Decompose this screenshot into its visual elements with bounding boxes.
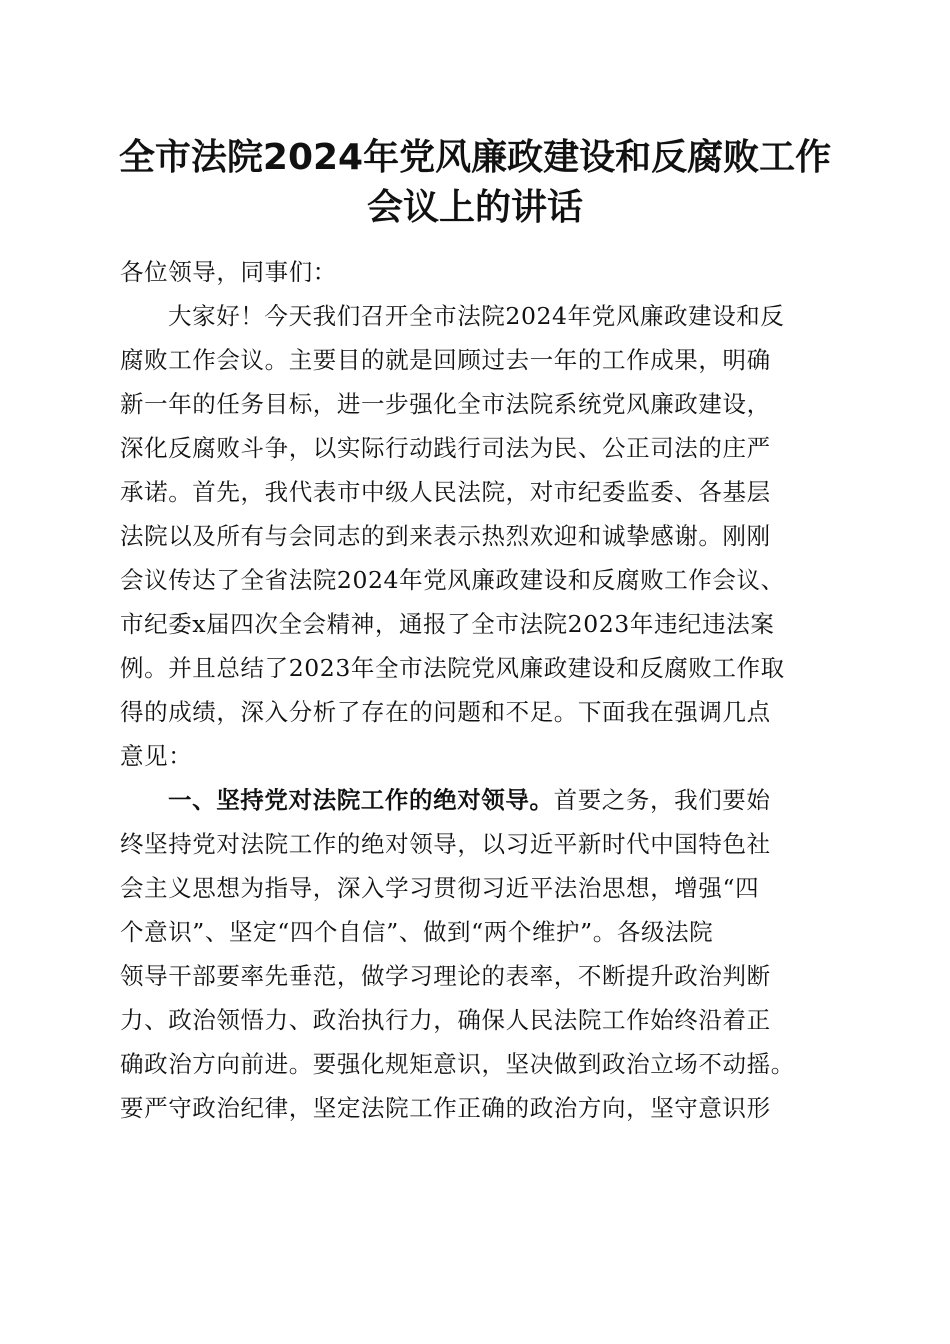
section-heading-line: [120, 778, 832, 822]
paragraph-line: 领导干部要率先垂范，做学习理论的表率，不断提升政治判断: [120, 962, 771, 990]
paragraph-line: 个意识”、坚定“四个自信”、做到“两个维护”。各级法院: [120, 918, 714, 946]
document-body: [120, 250, 832, 1130]
title-line: 会议上的讲话: [366, 187, 583, 228]
paragraph-line: 法院以及所有与会同志的到来表示热烈欢迎和诚挚感谢。刚刚: [120, 522, 771, 550]
salutation: 各位领导，同事们：: [120, 258, 337, 286]
paragraph-line: 大家好！今天我们召开全市法院2024年党风廉政建设和反: [168, 302, 785, 330]
paragraph-line: 得的成绩，深入分析了存在的问题和不足。下面我在强调几点: [120, 698, 771, 726]
paragraph-line: 力、政治领悟力、政治执行力，确保人民法院工作始终沿着正: [120, 1006, 771, 1034]
paragraph-line: 要严守政治纪律，坚定法院工作正确的政治方向，坚守意识形: [120, 1094, 771, 1122]
paragraph-line: 意见：: [120, 742, 193, 770]
section-heading: 一、坚持党对法院工作的绝对领导。: [168, 786, 554, 814]
paragraph-line: 市纪委x届四次全会精神，通报了全市法院2023年违纪违法案: [120, 610, 775, 638]
paragraph-line: 例。并且总结了2023年全市法院党风廉政建设和反腐败工作取: [120, 654, 785, 682]
section-first-line-rest: 首要之务，我们要始: [553, 786, 771, 814]
paragraph-line: 确政治方向前进。要强化规矩意识，坚决做到政治立场不动摇。: [120, 1050, 795, 1078]
paragraph-line: 新一年的任务目标，进一步强化全市法院系统党风廉政建设，: [120, 390, 771, 418]
paragraph-line: 会主义思想为指导，深入学习贯彻习近平法治思想，增强“四: [120, 874, 760, 902]
section-1: [120, 778, 832, 1130]
paragraph-intro: [120, 294, 832, 778]
paragraph-line: 承诺。首先，我代表市中级人民法院，对市纪委监委、各基层: [120, 478, 771, 506]
paragraph-line: 腐败工作会议。主要目的就是回顾过去一年的工作成果，明确: [120, 346, 771, 374]
document-title: [100, 133, 850, 233]
title-line: 全市法院2024年党风廉政建设和反腐败工作: [118, 137, 832, 178]
paragraph-line: 深化反腐败斗争，以实际行动践行司法为民、公正司法的庄严: [120, 434, 771, 462]
paragraph-line: 会议传达了全省法院2024年党风廉政建设和反腐败工作会议、: [120, 566, 785, 594]
paragraph-line: 终坚持党对法院工作的绝对领导，以习近平新时代中国特色社: [120, 830, 771, 858]
